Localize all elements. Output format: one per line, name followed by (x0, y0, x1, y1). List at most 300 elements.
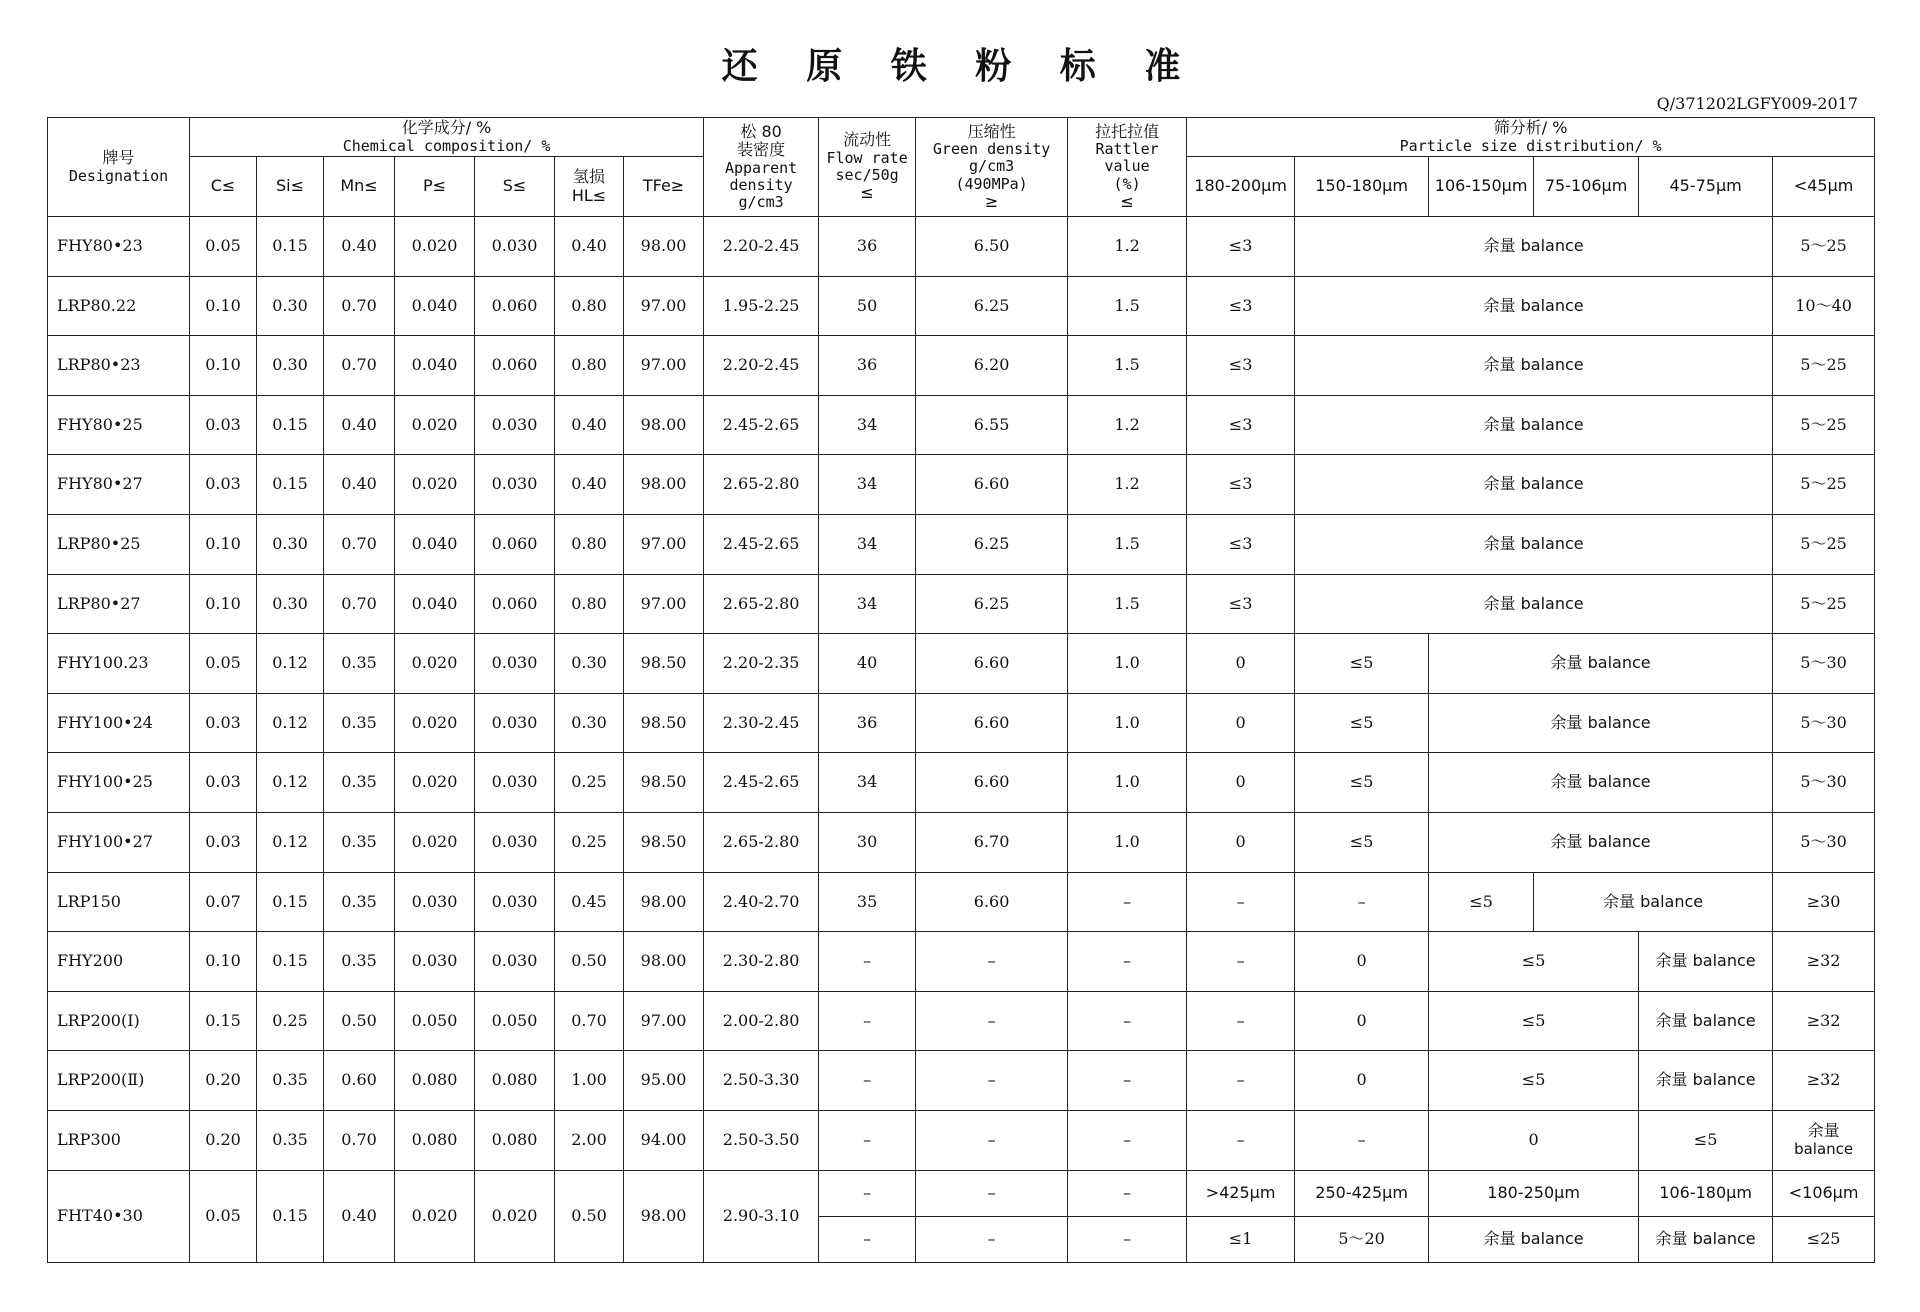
si-cell: 0.15 (257, 872, 324, 932)
balance-cell: 余量 balance (1639, 991, 1773, 1051)
table-row (48, 217, 1875, 277)
si-cell: 0.15 (257, 1170, 324, 1262)
ps1-cell: 0 (1187, 634, 1295, 694)
ad-cell: 2.65-2.80 (704, 812, 819, 872)
c-cell: 0.07 (190, 872, 257, 932)
rv-cell: – (1068, 1110, 1187, 1170)
p-cell: 0.020 (395, 634, 475, 694)
table-row (48, 574, 1875, 634)
si-cell: 0.30 (257, 514, 324, 574)
hl-cell: 0.30 (555, 693, 624, 753)
tfe-cell: 98.50 (624, 693, 704, 753)
ad-cell: 2.00-2.80 (704, 991, 819, 1051)
c-cell: 0.03 (190, 395, 257, 455)
ps1-cell: ≤3 (1187, 574, 1295, 634)
ps1-cell: ≤3 (1187, 395, 1295, 455)
ps6-cell: 5～25 (1773, 217, 1875, 277)
ps1-cell: – (1187, 1110, 1295, 1170)
tfe-cell: 98.00 (624, 932, 704, 992)
mn-header: Mn≤ (324, 157, 395, 217)
mn-cell: 0.60 (324, 1051, 395, 1111)
balance-cell: 余量 balance (1295, 336, 1773, 396)
si-cell: 0.15 (257, 217, 324, 277)
ad-cell: 2.45-2.65 (704, 514, 819, 574)
gd-cell: – (916, 1110, 1068, 1170)
fr-cell: – (819, 1051, 916, 1111)
ps2-cell: 0 (1295, 991, 1429, 1051)
ps-75-106-header: 75-106μm (1534, 157, 1639, 217)
ps1-cell: 0 (1187, 812, 1295, 872)
fr-cell: 40 (819, 634, 916, 694)
tfe-cell: 97.00 (624, 336, 704, 396)
rv-cell: 1.0 (1068, 634, 1187, 694)
c-cell: 0.03 (190, 455, 257, 515)
fr-cell: 34 (819, 455, 916, 515)
balance-cell: 余量 balance (1295, 574, 1773, 634)
ps6-cell: 10～40 (1773, 276, 1875, 336)
balance-cell: 余量 balance (1295, 217, 1773, 277)
ps2-cell: 0 (1295, 932, 1429, 992)
c-cell: 0.03 (190, 812, 257, 872)
fr-cell: 36 (819, 693, 916, 753)
gd-cell: 6.60 (916, 872, 1068, 932)
hl-cell: 0.50 (555, 932, 624, 992)
hl-cell: 0.40 (555, 455, 624, 515)
ps1-cell: ≤3 (1187, 276, 1295, 336)
gd-cell: 6.60 (916, 753, 1068, 813)
table-row (48, 514, 1875, 574)
mn-cell: 0.35 (324, 812, 395, 872)
hl-cell: 0.40 (555, 217, 624, 277)
s-cell: 0.030 (475, 812, 555, 872)
tfe-cell: 98.50 (624, 634, 704, 694)
ps2-cell: – (1295, 1110, 1429, 1170)
balance-cell: 余量 balance (1429, 1216, 1639, 1262)
ps1-cell: – (1187, 1051, 1295, 1111)
si-cell: 0.12 (257, 812, 324, 872)
ps2-cell: ≤5 (1295, 753, 1429, 813)
c-cell: 0.05 (190, 634, 257, 694)
balance-cell: 余量 balance (1429, 693, 1773, 753)
s-cell: 0.030 (475, 395, 555, 455)
si-cell: 0.35 (257, 1051, 324, 1111)
fr-cell: – (819, 1170, 916, 1216)
rv-cell: 1.5 (1068, 514, 1187, 574)
rv-cell: – (1068, 1216, 1187, 1262)
rv-cell: – (1068, 1051, 1187, 1111)
designation-cell: LRP80•23 (48, 336, 190, 396)
ps6-cell: 5～25 (1773, 395, 1875, 455)
p-cell: 0.040 (395, 514, 475, 574)
hl-cell: 0.45 (555, 872, 624, 932)
designation-header: 牌号 Designation (48, 118, 190, 217)
table-row (48, 1051, 1875, 1111)
table-row (48, 336, 1875, 396)
mn-cell: 0.35 (324, 634, 395, 694)
gd-cell: – (916, 1216, 1068, 1262)
designation-cell: FHY100•25 (48, 753, 190, 813)
size-range-cell: <106μm (1773, 1170, 1875, 1216)
flow-rate-header: 流动性 Flow rate sec/50g ≤ (819, 118, 916, 217)
rv-cell: – (1068, 991, 1187, 1051)
fr-cell: 34 (819, 395, 916, 455)
si-cell: 0.25 (257, 991, 324, 1051)
mn-cell: 0.70 (324, 276, 395, 336)
fr-cell: 35 (819, 872, 916, 932)
ps-150-180-header: 150-180μm (1295, 157, 1429, 217)
gd-cell: 6.70 (916, 812, 1068, 872)
fr-cell: 36 (819, 217, 916, 277)
ps-106-150-header: 106-150μm (1429, 157, 1534, 217)
p-cell: 0.020 (395, 1170, 475, 1262)
table-row (48, 455, 1875, 515)
apparent-density-header: 松 80 装密度 Apparent density g/cm3 (704, 118, 819, 217)
page-title: 还 原 铁 粉 标 准 (721, 46, 1199, 87)
ps1-cell: ≤3 (1187, 217, 1295, 277)
ps2-cell: ≤5 (1295, 634, 1429, 694)
mn-cell: 0.70 (324, 336, 395, 396)
si-cell: 0.30 (257, 276, 324, 336)
si-cell: 0.15 (257, 395, 324, 455)
fr-cell: 34 (819, 574, 916, 634)
size-value-cell: ≤25 (1773, 1216, 1875, 1262)
balance-cell: 余量 balance (1429, 634, 1773, 694)
gd-cell: 6.25 (916, 276, 1068, 336)
p-cell: 0.080 (395, 1051, 475, 1111)
ad-cell: 2.20-2.35 (704, 634, 819, 694)
hl-cell: 1.00 (555, 1051, 624, 1111)
ps34-cell: 0 (1429, 1110, 1639, 1170)
ps2-cell: ≤5 (1295, 812, 1429, 872)
s-cell: 0.020 (475, 1170, 555, 1262)
c-cell: 0.10 (190, 514, 257, 574)
rv-cell: 1.0 (1068, 753, 1187, 813)
green-density-header: 压缩性 Green density g/cm3 (490MPa) ≥ (916, 118, 1068, 217)
balance-cell: 余量 balance (1639, 1051, 1773, 1111)
ps2-cell: – (1295, 872, 1429, 932)
hl-cell: 0.80 (555, 574, 624, 634)
ps6-cell: 5～30 (1773, 693, 1875, 753)
hl-cell: 0.25 (555, 812, 624, 872)
ps6-cell: ≥32 (1773, 1051, 1875, 1111)
ps1-cell: ≤3 (1187, 514, 1295, 574)
mn-cell: 0.35 (324, 753, 395, 813)
hl-cell: 0.40 (555, 395, 624, 455)
hl-cell: 0.80 (555, 276, 624, 336)
designation-cell: LRP80•25 (48, 514, 190, 574)
ps34-cell: ≤5 (1429, 932, 1639, 992)
designation-cell: FHY100•24 (48, 693, 190, 753)
c-cell: 0.15 (190, 991, 257, 1051)
ps6-cell: 5～30 (1773, 812, 1875, 872)
p-cell: 0.020 (395, 753, 475, 813)
table-row (48, 276, 1875, 336)
hl-cell: 0.80 (555, 514, 624, 574)
tfe-cell: 97.00 (624, 574, 704, 634)
tfe-cell: 98.00 (624, 1170, 704, 1262)
ps6-cell: 5～30 (1773, 753, 1875, 813)
gd-cell: 6.50 (916, 217, 1068, 277)
table-row (48, 693, 1875, 753)
designation-cell: FHY100•27 (48, 812, 190, 872)
ps-under-45-header: <45μm (1773, 157, 1875, 217)
rv-cell: 1.5 (1068, 336, 1187, 396)
ps1-cell: – (1187, 991, 1295, 1051)
p-cell: 0.020 (395, 395, 475, 455)
hl-cell: 0.25 (555, 753, 624, 813)
tfe-cell: 95.00 (624, 1051, 704, 1111)
si-cell: 0.15 (257, 455, 324, 515)
table-row (48, 932, 1875, 992)
s-cell: 0.030 (475, 455, 555, 515)
rv-cell: 1.0 (1068, 693, 1187, 753)
rv-cell: 1.2 (1068, 395, 1187, 455)
rv-cell: – (1068, 872, 1187, 932)
ad-cell: 2.30-2.80 (704, 932, 819, 992)
s-cell: 0.030 (475, 872, 555, 932)
balance-cell: 余量 balance (1534, 872, 1773, 932)
table-row (48, 1110, 1875, 1170)
si-header: Si≤ (257, 157, 324, 217)
table-row (48, 812, 1875, 872)
p-header: P≤ (395, 157, 475, 217)
ps1-cell: 0 (1187, 753, 1295, 813)
gd-cell: 6.60 (916, 455, 1068, 515)
si-cell: 0.30 (257, 574, 324, 634)
hl-cell: 2.00 (555, 1110, 624, 1170)
ad-cell: 2.50-3.30 (704, 1051, 819, 1111)
ps1-cell: – (1187, 932, 1295, 992)
tfe-cell: 98.50 (624, 753, 704, 813)
mn-cell: 0.40 (324, 455, 395, 515)
gd-cell: 6.60 (916, 634, 1068, 694)
ps6-cell: ≥30 (1773, 872, 1875, 932)
ps1-cell: 0 (1187, 693, 1295, 753)
chemical-composition-header: 化学成分/ % Chemical composition/ % (190, 118, 704, 157)
fr-cell: – (819, 1110, 916, 1170)
s-cell: 0.060 (475, 574, 555, 634)
designation-cell: FHY100.23 (48, 634, 190, 694)
s-cell: 0.080 (475, 1051, 555, 1111)
size-value-cell: ≤1 (1187, 1216, 1295, 1262)
ps6-cell: ≥32 (1773, 932, 1875, 992)
mn-cell: 0.40 (324, 1170, 395, 1262)
header-row-1 (48, 118, 1875, 157)
fr-cell: 34 (819, 514, 916, 574)
ps3-cell: ≤5 (1429, 872, 1534, 932)
fr-cell: 34 (819, 753, 916, 813)
si-cell: 0.15 (257, 932, 324, 992)
s-cell: 0.050 (475, 991, 555, 1051)
ps1-cell: ≤3 (1187, 336, 1295, 396)
ps6-cell: 5～25 (1773, 574, 1875, 634)
si-cell: 0.12 (257, 693, 324, 753)
gd-cell: 6.25 (916, 574, 1068, 634)
s-cell: 0.030 (475, 932, 555, 992)
gd-cell: – (916, 991, 1068, 1051)
mn-cell: 0.35 (324, 932, 395, 992)
si-cell: 0.12 (257, 634, 324, 694)
rv-cell: 1.2 (1068, 217, 1187, 277)
p-cell: 0.040 (395, 336, 475, 396)
gd-cell: – (916, 1170, 1068, 1216)
c-cell: 0.20 (190, 1051, 257, 1111)
si-cell: 0.30 (257, 336, 324, 396)
ps2-cell: 0 (1295, 1051, 1429, 1111)
table-row (48, 1170, 1875, 1216)
ad-cell: 2.65-2.80 (704, 574, 819, 634)
table-row (48, 634, 1875, 694)
s-cell: 0.060 (475, 276, 555, 336)
s-header: S≤ (475, 157, 555, 217)
rv-cell: 1.5 (1068, 574, 1187, 634)
rattler-value-header: 拉托拉值 Rattler value (%) ≤ (1068, 118, 1187, 217)
rv-cell: 1.0 (1068, 812, 1187, 872)
hl-cell: 0.50 (555, 1170, 624, 1262)
ps6-cell: 5～25 (1773, 336, 1875, 396)
ad-cell: 2.50-3.50 (704, 1110, 819, 1170)
fr-cell: – (819, 991, 916, 1051)
p-cell: 0.020 (395, 455, 475, 515)
ps2-cell: ≤5 (1295, 693, 1429, 753)
c-cell: 0.20 (190, 1110, 257, 1170)
table-row (48, 991, 1875, 1051)
s-cell: 0.030 (475, 634, 555, 694)
ad-cell: 2.45-2.65 (704, 753, 819, 813)
p-cell: 0.020 (395, 693, 475, 753)
ps6-cell: 5～25 (1773, 455, 1875, 515)
ad-cell: 2.20-2.45 (704, 217, 819, 277)
tfe-cell: 98.00 (624, 395, 704, 455)
tfe-header: TFe≥ (624, 157, 704, 217)
gd-cell: 6.60 (916, 693, 1068, 753)
balance-cell: 余量 balance (1639, 932, 1773, 992)
mn-cell: 0.50 (324, 991, 395, 1051)
c-header: C≤ (190, 157, 257, 217)
s-cell: 0.060 (475, 336, 555, 396)
c-cell: 0.03 (190, 693, 257, 753)
s-cell: 0.030 (475, 217, 555, 277)
mn-cell: 0.70 (324, 514, 395, 574)
size-range-cell: 250-425μm (1295, 1170, 1429, 1216)
designation-cell: FHY80•25 (48, 395, 190, 455)
tfe-cell: 97.00 (624, 276, 704, 336)
ps5-cell: ≤5 (1639, 1110, 1773, 1170)
p-cell: 0.050 (395, 991, 475, 1051)
ad-cell: 2.40-2.70 (704, 872, 819, 932)
ad-cell: 2.45-2.65 (704, 395, 819, 455)
p-cell: 0.040 (395, 276, 475, 336)
table-row (48, 753, 1875, 813)
mn-cell: 0.70 (324, 574, 395, 634)
ps6-cell: 5～25 (1773, 514, 1875, 574)
table-row (48, 395, 1875, 455)
tfe-cell: 98.00 (624, 217, 704, 277)
gd-cell: 6.25 (916, 514, 1068, 574)
table-row (48, 872, 1875, 932)
designation-cell: FHT40•30 (48, 1170, 190, 1262)
rv-cell: 1.5 (1068, 276, 1187, 336)
c-cell: 0.05 (190, 1170, 257, 1262)
balance-cell: 余量 balance (1429, 753, 1773, 813)
mn-cell: 0.35 (324, 693, 395, 753)
p-cell: 0.020 (395, 217, 475, 277)
c-cell: 0.10 (190, 574, 257, 634)
s-cell: 0.080 (475, 1110, 555, 1170)
mn-cell: 0.35 (324, 872, 395, 932)
particle-size-header: 筛分析/ % Particle size distribution/ % (1187, 118, 1875, 157)
s-cell: 0.060 (475, 514, 555, 574)
designation-cell: LRP80•27 (48, 574, 190, 634)
balance-cell: 余量 balance (1639, 1216, 1773, 1262)
balance-cell: 余量 balance (1295, 514, 1773, 574)
ad-cell: 2.65-2.80 (704, 455, 819, 515)
ad-cell: 2.20-2.45 (704, 336, 819, 396)
tfe-cell: 97.00 (624, 514, 704, 574)
iron-powder-standard-table (47, 117, 1875, 1263)
p-cell: 0.020 (395, 812, 475, 872)
mn-cell: 0.70 (324, 1110, 395, 1170)
c-cell: 0.10 (190, 336, 257, 396)
ps34-cell: ≤5 (1429, 1051, 1639, 1111)
ps-180-200-header: 180-200μm (1187, 157, 1295, 217)
fr-cell: 36 (819, 336, 916, 396)
size-range-cell: 106-180μm (1639, 1170, 1773, 1216)
standard-code: Q/371202LGFY009-2017 (1656, 94, 1858, 113)
size-range-cell: 180-250μm (1429, 1170, 1639, 1216)
hl-cell: 0.30 (555, 634, 624, 694)
designation-cell: LRP80.22 (48, 276, 190, 336)
fr-cell: 30 (819, 812, 916, 872)
rv-cell: 1.2 (1068, 455, 1187, 515)
mn-cell: 0.40 (324, 395, 395, 455)
ps-45-75-header: 45-75μm (1639, 157, 1773, 217)
balance-cell: 余量 balance (1773, 1110, 1875, 1170)
designation-cell: FHY80•27 (48, 455, 190, 515)
fr-cell: – (819, 932, 916, 992)
c-cell: 0.03 (190, 753, 257, 813)
p-cell: 0.030 (395, 932, 475, 992)
si-cell: 0.12 (257, 753, 324, 813)
ps1-cell: ≤3 (1187, 455, 1295, 515)
ps6-cell: 5～30 (1773, 634, 1875, 694)
size-range-cell: >425μm (1187, 1170, 1295, 1216)
c-cell: 0.10 (190, 276, 257, 336)
c-cell: 0.05 (190, 217, 257, 277)
designation-cell: LRP200(Ⅱ) (48, 1051, 190, 1111)
tfe-cell: 94.00 (624, 1110, 704, 1170)
balance-cell: 余量 balance (1429, 812, 1773, 872)
fr-cell: 50 (819, 276, 916, 336)
tfe-cell: 98.00 (624, 872, 704, 932)
gd-cell: – (916, 1051, 1068, 1111)
hl-cell: 0.80 (555, 336, 624, 396)
si-cell: 0.35 (257, 1110, 324, 1170)
tfe-cell: 97.00 (624, 991, 704, 1051)
s-cell: 0.030 (475, 693, 555, 753)
size-value-cell: 5～20 (1295, 1216, 1429, 1262)
p-cell: 0.080 (395, 1110, 475, 1170)
tfe-cell: 98.00 (624, 455, 704, 515)
c-cell: 0.10 (190, 932, 257, 992)
designation-cell: LRP200(Ⅰ) (48, 991, 190, 1051)
gd-cell: 6.55 (916, 395, 1068, 455)
balance-cell: 余量 balance (1295, 276, 1773, 336)
ps1-cell: – (1187, 872, 1295, 932)
p-cell: 0.040 (395, 574, 475, 634)
gd-cell: 6.20 (916, 336, 1068, 396)
ad-cell: 2.30-2.45 (704, 693, 819, 753)
